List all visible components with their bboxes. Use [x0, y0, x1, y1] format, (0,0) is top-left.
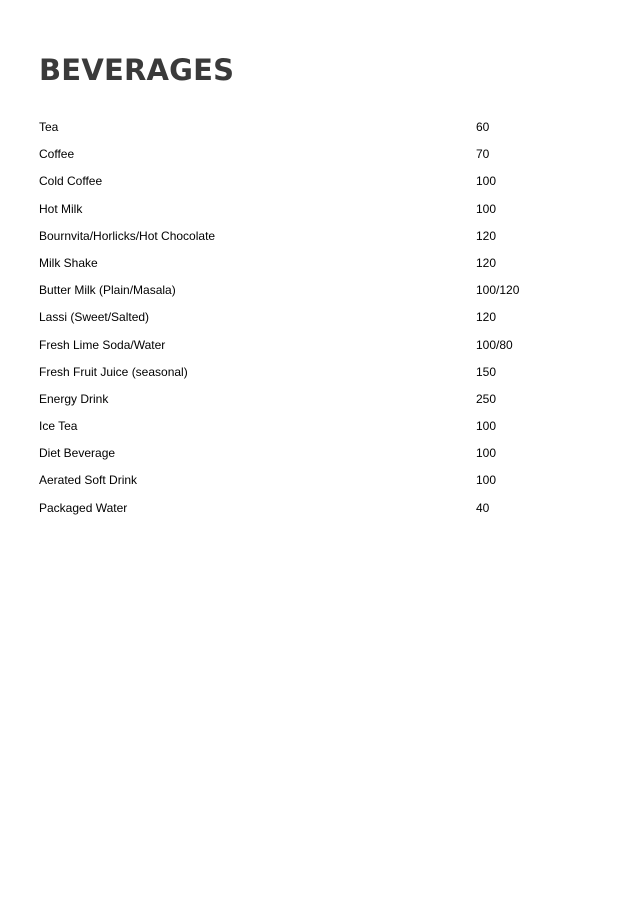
menu-item-row	[39, 280, 599, 307]
menu-item-row	[39, 362, 599, 389]
menu-item-price: 250	[476, 391, 497, 406]
menu-item-name: Diet Beverage	[39, 446, 116, 461]
menu-item-price: 100	[476, 446, 497, 461]
menu-item-name: Lassi (Sweet/Salted)	[39, 310, 150, 325]
menu-item-row	[39, 199, 599, 226]
menu-item-price: 100	[476, 201, 497, 216]
menu-item-name: Fresh Fruit Juice (seasonal)	[39, 364, 188, 379]
menu-item-name: Aerated Soft Drink	[39, 473, 138, 488]
menu-item-price: 120	[476, 228, 497, 243]
menu-item-price: 100	[476, 419, 497, 434]
menu-item-row	[39, 117, 599, 144]
menu-item-row	[39, 307, 599, 334]
menu-item-name: Milk Shake	[39, 255, 98, 270]
menu-item-row	[39, 335, 599, 362]
menu-item-row	[39, 416, 599, 443]
menu-item-price: 60	[476, 120, 490, 134]
menu-item-name: Bournvita/Horlicks/Hot Chocolate	[39, 228, 216, 243]
menu-item-price: 100/120	[476, 283, 520, 298]
menu-item-price: 100/80	[476, 337, 513, 352]
menu-item-row	[39, 498, 599, 525]
menu-item-name: Energy Drink	[39, 391, 109, 406]
menu-item-row	[39, 226, 599, 253]
menu-item-name: Packaged Water	[39, 500, 128, 515]
menu-item-name: Ice Tea	[39, 419, 78, 434]
beverage-menu-list	[39, 117, 599, 525]
menu-item-name: Fresh Lime Soda/Water	[39, 337, 166, 352]
page-title: BEVERAGES	[39, 53, 235, 87]
menu-item-name: Tea	[39, 120, 59, 134]
menu-item-price: 70	[476, 147, 490, 162]
menu-item-name: Coffee	[39, 147, 75, 162]
menu-item-name: Butter Milk (Plain/Masala)	[39, 283, 176, 298]
menu-item-row	[39, 253, 599, 280]
menu-item-price: 150	[476, 364, 497, 379]
menu-item-price: 100	[476, 174, 497, 189]
menu-item-price: 120	[476, 310, 497, 325]
menu-item-row	[39, 470, 599, 497]
menu-item-row	[39, 389, 599, 416]
menu-item-row	[39, 144, 599, 171]
menu-item-name: Hot Milk	[39, 201, 83, 216]
menu-item-price: 40	[476, 500, 490, 515]
menu-item-name: Cold Coffee	[39, 174, 103, 189]
menu-item-row	[39, 171, 599, 198]
menu-item-price: 100	[476, 473, 497, 488]
menu-item-price: 120	[476, 255, 497, 270]
menu-item-row	[39, 443, 599, 470]
